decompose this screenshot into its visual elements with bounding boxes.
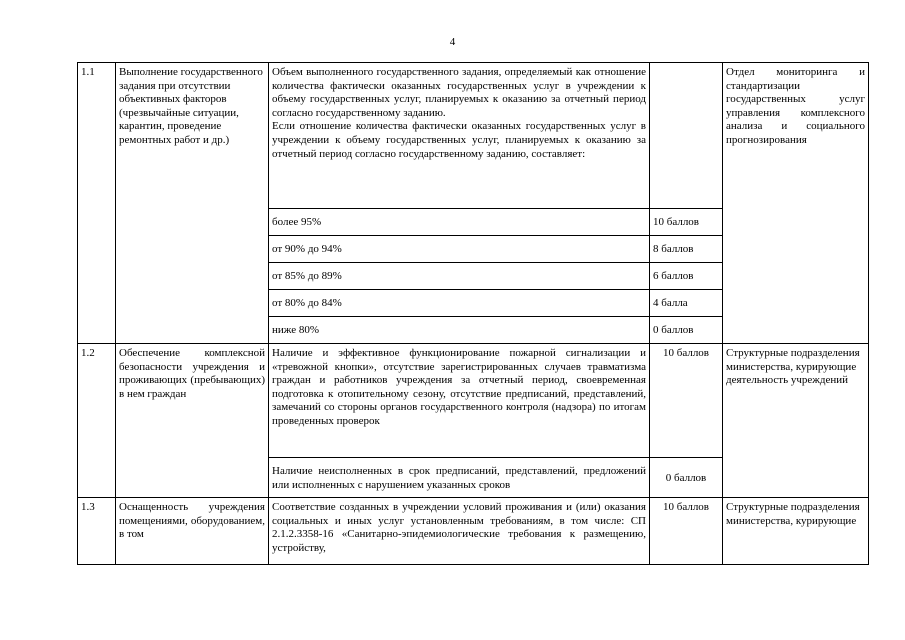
criterion-label: от 80% до 84% [269, 290, 650, 317]
criterion-score: 10 баллов [650, 344, 723, 458]
criterion-score: 0 баллов [650, 317, 723, 344]
criterion-label: более 95% [269, 209, 650, 236]
criterion-score: 10 баллов [650, 498, 723, 565]
description-paragraph: Объем выполненного государственного задания, определяемый как отношение количества фактически оказанных государственных услуг в учреждении к объему государственных услуг, планируемых к оказанию за отчетный период согласно государственному заданию. [272, 66, 646, 119]
indicator-name: Выполнение государственного задания при отсутствии объективных факторов (чрезвычайные ситуации, карантин, проведение ремонтных работ и др.) [116, 63, 269, 344]
responsible-department: Структурные подразделения министерства, курирующие [723, 498, 869, 565]
criterion-label: Наличие неисполненных в срок предписаний, представлений, предложений или исполненных с нарушением указанных сроков [269, 458, 650, 498]
responsible-department: Структурные подразделения министерства, курирующие деятельность учреждений [723, 344, 869, 498]
criterion-label: Наличие и эффективное функционирование пожарной сигнализации и «тревожной кнопки», отсутствие зарегистрированных случаев травматизма граждан и работников учреждения за отчетный период, своевременная подготовка к отопительному сезону, отсутствие предписаний, представлений, замечаний со стороны органов государственного контроля (надзора) по итогам проведенных проверок [269, 344, 650, 458]
criterion-score: 4 балла [650, 290, 723, 317]
row-number: 1.3 [78, 498, 116, 565]
criterion-label: ниже 80% [269, 317, 650, 344]
criterion-score: 0 баллов [650, 458, 723, 498]
criterion-score: 8 баллов [650, 236, 723, 263]
page-number: 4 [449, 36, 456, 48]
row-number: 1.1 [78, 63, 116, 344]
description-paragraph: Если отношение количества фактически оказанных государственных услуг в учреждении к объему государственных услуг, планируемых к оказанию за отчетный период согласно государственному заданию, составляет: [272, 120, 646, 160]
score-cell [650, 63, 723, 209]
indicator-description: Соответствие созданных в учреждении условий проживания и (или) оказания социальных и иных услуг установленным требованиям, в том числе: СП 2.1.2.3358-16 «Санитарно-эпидемиологические требования к размещению, устройству, [269, 498, 650, 565]
criterion-score: 6 баллов [650, 263, 723, 290]
table-row [78, 63, 869, 209]
row-number: 1.2 [78, 344, 116, 498]
indicator-name: Оснащенность учреждения помещениями, оборудованием, в том [116, 498, 269, 565]
table-row [78, 344, 869, 458]
indicator-name: Обеспечение комплексной безопасности учреждения и проживающих (пребывающих) в нем граждан [116, 344, 269, 498]
indicator-description [269, 63, 650, 209]
criteria-table [77, 62, 869, 565]
responsible-department: Отдел мониторинга и стандартизации государственных услуг управления комплексного анализа и социального прогнозирования [723, 63, 869, 344]
criterion-label: от 85% до 89% [269, 263, 650, 290]
criterion-score: 10 баллов [650, 209, 723, 236]
table-row [78, 498, 869, 565]
criterion-label: от 90% до 94% [269, 236, 650, 263]
